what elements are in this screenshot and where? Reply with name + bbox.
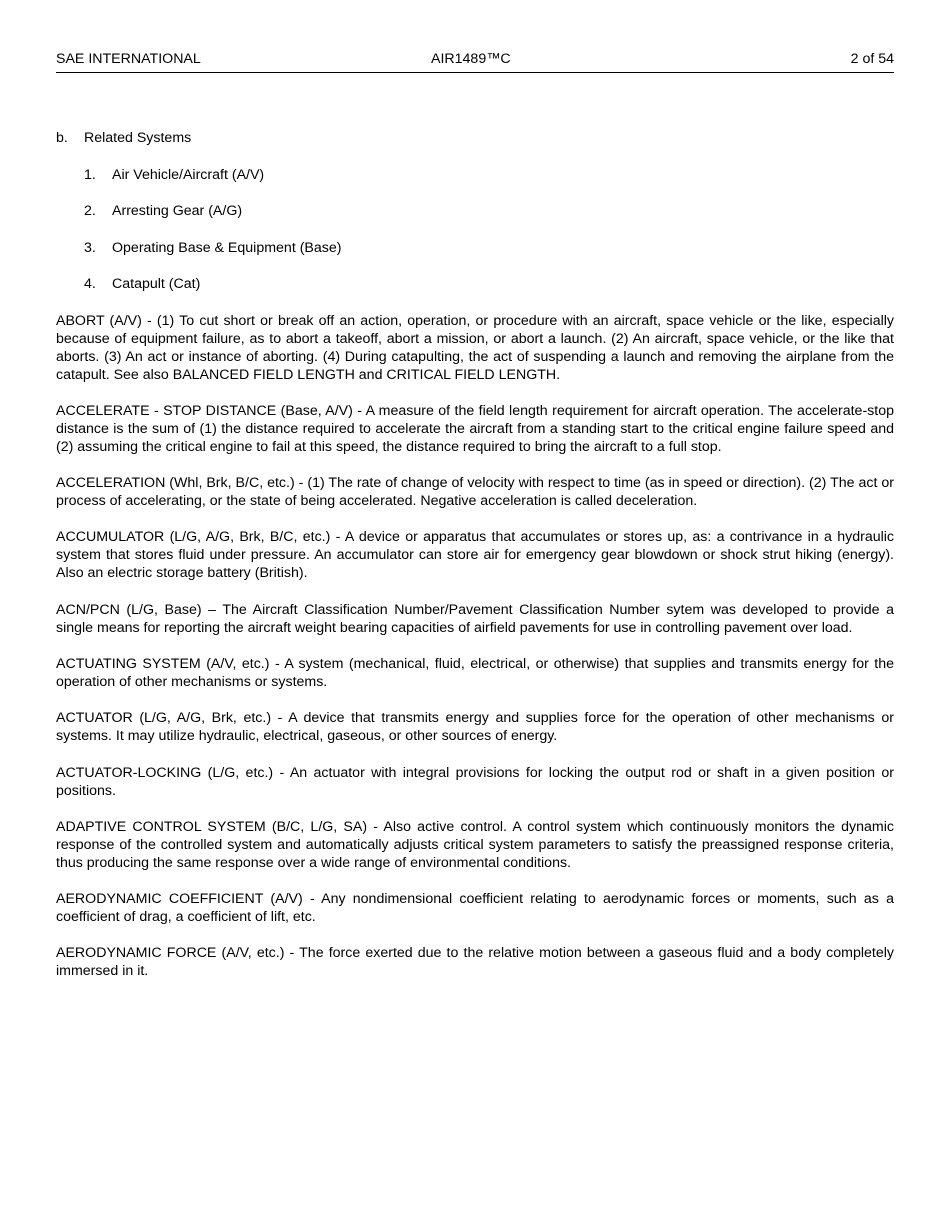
- related-systems-list: [56, 166, 894, 294]
- list-item-number: 4.: [84, 276, 96, 292]
- list-item-text: Operating Base & Equipment (Base): [112, 239, 342, 256]
- list-item: [84, 166, 894, 184]
- definition-accumulator: ACCUMULATOR (L/G, A/G, Brk, B/C, etc.) - A device or apparatus that accumulates or stores up, as: a contrivance in a hydraulic system that stores fluid under pressure. An accumulator can store air for emergency gear blowdown or shock strut hiking (energy). Also an electric storage battery (British).: [56, 529, 894, 582]
- list-item-number: 1.: [84, 166, 96, 183]
- definition-actuating-system: ACTUATING SYSTEM (A/V, etc.) - A system (mechanical, fluid, electrical, or otherwise) that supplies and transmits energy for the operation of other mechanisms or systems.: [56, 655, 894, 690]
- definition-acceleration: ACCELERATION (Whl, Brk, B/C, etc.) - (1) The rate of change of velocity with respect to time (as in speed or direction). (2) The act or process of accelerating, or the state of being accelerated. Negative acceleration is called deceleration.: [56, 475, 894, 510]
- section-letter: b.: [56, 130, 68, 146]
- header-document-id: AIR1489™C: [431, 51, 511, 67]
- definition-accelerate-stop-distance: ACCELERATE - STOP DISTANCE (Base, A/V) - A measure of the field length requirement for aircraft operation. The accelerate-stop distance is the sum of (1) the distance required to accelerate the aircraft from a standing start to the critical engine failure speed and (2) assuming the critical engine to fail at this speed, the distance required to bring the aircraft to a full stop.: [56, 402, 894, 455]
- section-title: Related Systems: [84, 130, 192, 146]
- list-item-text: Catapult (Cat): [112, 276, 201, 292]
- section-heading: [56, 129, 894, 147]
- definition-actuator: ACTUATOR (L/G, A/G, Brk, etc.) - A device that transmits energy and supplies force for the operation of other mechanisms or systems. It may utilize hydraulic, electrical, gaseous, or other sources of energy.: [56, 710, 894, 745]
- definition-aerodynamic-force: AERODYNAMIC FORCE (A/V, etc.) - The force exerted due to the relative motion between a gaseous fluid and a body completely immersed in it.: [56, 945, 894, 980]
- list-item-number: 2.: [84, 203, 96, 219]
- list-item-number: 3.: [84, 239, 96, 256]
- definition-acn-pcn: ACN/PCN (L/G, Base) – The Aircraft Classification Number/Pavement Classification Number sytem was developed to provide a single means for reporting the aircraft weight bearing capacities of airfield pavements for use in controlling pavement over load.: [56, 601, 894, 636]
- list-item: [84, 239, 894, 257]
- definition-actuator-locking: ACTUATOR-LOCKING (L/G, etc.) - An actuator with integral provisions for locking the output rod or shaft in a given position or positions.: [56, 764, 894, 799]
- header-organization: SAE INTERNATIONAL: [56, 51, 201, 67]
- list-item: [84, 202, 894, 220]
- list-item: [84, 275, 894, 293]
- definition-adaptive-control-system: ADAPTIVE CONTROL SYSTEM (B/C, L/G, SA) - Also active control. A control system which continuously monitors the dynamic response of the controlled system and automatically adjusts critical system parameters to satisfy the preassigned response criteria, thus producing the same response over a wide range of environmental conditions.: [56, 818, 894, 871]
- header-page-number: 2 of 54: [850, 51, 894, 67]
- list-item-text: Air Vehicle/Aircraft (A/V): [112, 166, 265, 183]
- definition-aerodynamic-coefficient: AERODYNAMIC COEFFICIENT (A/V) - Any nondimensional coefficient relating to aerodynamic forces or moments, such as a coefficient of drag, a coefficient of lift, etc.: [56, 891, 894, 926]
- definition-abort: ABORT (A/V) - (1) To cut short or break off an action, operation, or procedure with an aircraft, space vehicle or the like, especially because of equipment failure, as to abort a takeoff, abort a mission, or abort a launch. (2) An aircraft, space vehicle, or the like that aborts. (3) An act or instance of aborting. (4) During catapulting, the act of suspending a launch and removing the airplane from the catapult. See also BALANCED FIELD LENGTH and CRITICAL FIELD LENGTH.: [56, 312, 894, 383]
- list-item-text: Arresting Gear (A/G): [112, 203, 243, 219]
- page-header: [56, 50, 894, 73]
- page-body: [56, 129, 894, 999]
